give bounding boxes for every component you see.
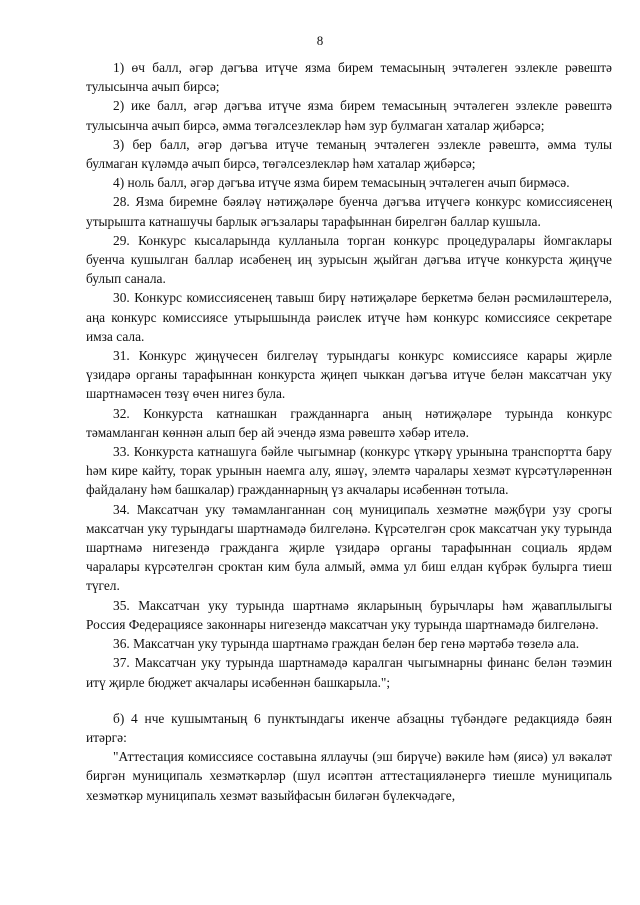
- paragraph-spacer: [86, 692, 612, 709]
- clause-31: 31. Конкурс җиңүчесен билгеләү турындагы конкурс комиссиясе карары җирле үзидарә органы тарафыннан конкурста җиңеп чыккан дәгъва итүче белән максатчан уку шартнамәсен төзү өчен нигез була.: [86, 348, 612, 402]
- item-3-one-point: 3) бер балл, әгәр дәгъва итүче теманың эчтәлеген эзлекле рәвештә, әмма тулы булмаган күләмдә ачып бирсә, төгәлсезлекләр һәм хаталар җибәрсә;: [86, 136, 612, 172]
- clause-32: 32. Конкурста катнашкан гражданнарга аның нәтиҗәләре турында конкурс тәмамланган көннән алып бер ай эчендә язма рәвештә хәбәр ителә.: [86, 405, 612, 440]
- item-4-zero-points: 4) ноль балл, әгәр дәгъва итүче язма бирем темасының эчтәлеген ачып бирмәсә.: [113, 175, 570, 191]
- clause-37: 37. Максатчан уку турында шартнамәдә каралган чыгымнарны финанс белән тәэмин итү җирле бюджет акчалары исәбеннән башкарыла.";: [86, 655, 612, 690]
- clause-33: 33. Конкурста катнашуга бәйле чыгымнар (конкурс үткәрү урынына транспортта бару һәм кире кайту, торак урынын наемга алу, яшәү, элемтә чаралары хезмәт күрсәтүләреннән файдалану һәм башкалар) гражданнарның үз акчалары исәбеннән тотыла.: [86, 444, 612, 498]
- document-body: [86, 58, 612, 805]
- amendment-quote: "Аттестация комиссиясе составына яллаучы (эш бирүче) вәкиле һәм (яисә) ул вәкаләт биргән муниципаль хезмәткәрләр (шул исәптән аттестацияләнергә тиешле муниципаль хезмәткәр муниципаль хезмәт вазыйфасын биләгән бүлекчәдәге,: [86, 749, 612, 803]
- item-1-three-points: 1) өч балл, әгәр дәгъва итүче язма бирем темасының эчтәлеген эзлекле рәвештә тулысынча ачып бирсә;: [86, 60, 612, 95]
- clause-34: 34. Максатчан уку тәмамланганнан соң муниципаль хезмәтне мәҗбүри узу срогы максатчан уку турындагы шартнамәдә билгеләнә. Күрсәтелгән срок максатчан уку турында шартнамә нигезендә гражданга җирле үзидарә органы тарафыннан социаль ярдәм чаралары күрсәтелгән сроктан ким була алмый, әмма ул биш елдан күбрәк булырга тиеш түгел.: [86, 501, 612, 594]
- clause-28: 28. Язма биремне бәяләү нәтиҗәләре буенча дәгъва итүчегә конкурс комиссиясенең утырышта катнашучы барлык әгъзалары тарафыннан бирелгән баллар кушыла.: [86, 194, 612, 229]
- item-2-two-points: 2) ике балл, әгәр дәгъва итүче язма бирем темасының эчтәлеген эзлекле рәвештә тулысынча ачып бирсә, әмма төгәлсезлекләр һәм зур булмаган хаталар җибәрсә;: [86, 98, 612, 133]
- clause-29: 29. Конкурс кысаларында кулланыла торган конкурс процедуралары йомгаклары буенча кушылган баллар исәбенең иң зурысын җыйган дәгъва итүче конкурста җиңүче булып санала.: [86, 232, 612, 287]
- page-number: 8: [316, 33, 324, 48]
- clause-30: 30. Конкурс комиссиясенең тавыш бирү нәтиҗәләре беркетмә белән рәсмиләштерелә, аңа конкурс комиссиясе утырышында рәислек итүче һәм конкурс комиссиясе секретаре имза сала.: [86, 290, 612, 344]
- clause-36: 36. Максатчан уку турында шартнамә граждан белән бер генә мәртәбә төзелә ала.: [113, 636, 580, 652]
- amendment-instruction: б) 4 нче кушымтаның 6 пунктындагы икенче абзацны түбәндәге редакциядә бәян итәргә:: [86, 710, 612, 745]
- clause-35: 35. Максатчан уку турында шартнамә якларының бурычлары һәм җаваплылыгы Россия Федерациясе законнары нигезендә максатчан уку турында шартнамәдә билгеләнә.: [86, 597, 612, 632]
